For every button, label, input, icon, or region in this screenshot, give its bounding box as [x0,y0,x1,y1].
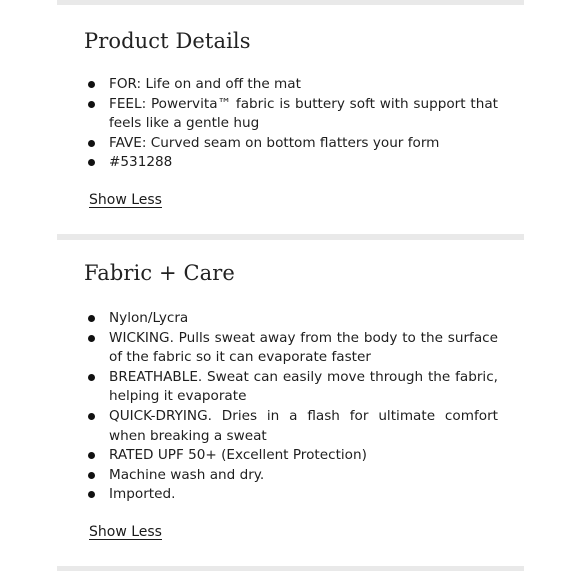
fabric-care-list [84,309,498,505]
list-item-text: BREATHABLE. Sweat can easily move through the fabric, helping it evaporate [109,368,498,405]
section-divider-middle [57,234,524,240]
list-item-text: Machine wash and dry. [109,466,265,483]
list-item [84,329,498,368]
list-item-text: QUICK-DRYING. Dries in a flash for ultimate comfort when breaking a sweat [109,407,498,444]
fabric-care-heading: Fabric + Care [84,261,235,285]
bullet-icon [88,159,95,166]
bullet-icon [88,81,95,88]
list-item-text: WICKING. Pulls sweat away from the body to the surface of the fabric so it can evaporate faster [109,329,498,366]
fabric-care-show-less-link[interactable]: Show Less [89,523,162,540]
product-details-list [84,75,498,173]
list-item [84,75,498,95]
list-item-text: FEEL: Powervita™ fabric is buttery soft with support that feels like a gentle hug [109,95,498,132]
bullet-icon [88,335,95,342]
product-details-heading: Product Details [84,29,251,53]
bullet-icon [88,101,95,108]
list-item-text: FOR: Life on and off the mat [109,76,301,92]
list-item-text: RATED UPF 50+ (Excellent Protection) [109,447,367,464]
list-item-text: #531288 [109,154,173,171]
list-item [84,309,498,329]
bullet-icon [88,315,95,322]
bullet-icon [88,374,95,381]
bullet-icon [88,491,95,498]
bullet-icon [88,452,95,459]
list-item [84,134,498,154]
product-details-show-less-link[interactable]: Show Less [89,191,162,208]
list-item [84,153,498,173]
bullet-icon [88,140,95,147]
list-item [84,407,498,446]
list-item-text: Nylon/Lycra [109,310,189,326]
section-divider-bottom [57,566,524,571]
list-item-text: FAVE: Curved seam on bottom flatters your form [109,134,440,151]
list-item [84,446,498,466]
list-item [84,466,498,486]
product-details-section [84,26,498,209]
bullet-icon [88,413,95,420]
list-item-text: Imported. [109,486,176,503]
fabric-care-section [84,258,498,541]
list-item [84,95,498,134]
list-item [84,485,498,505]
bullet-icon [88,472,95,479]
section-divider-top [57,0,524,5]
list-item [84,368,498,407]
